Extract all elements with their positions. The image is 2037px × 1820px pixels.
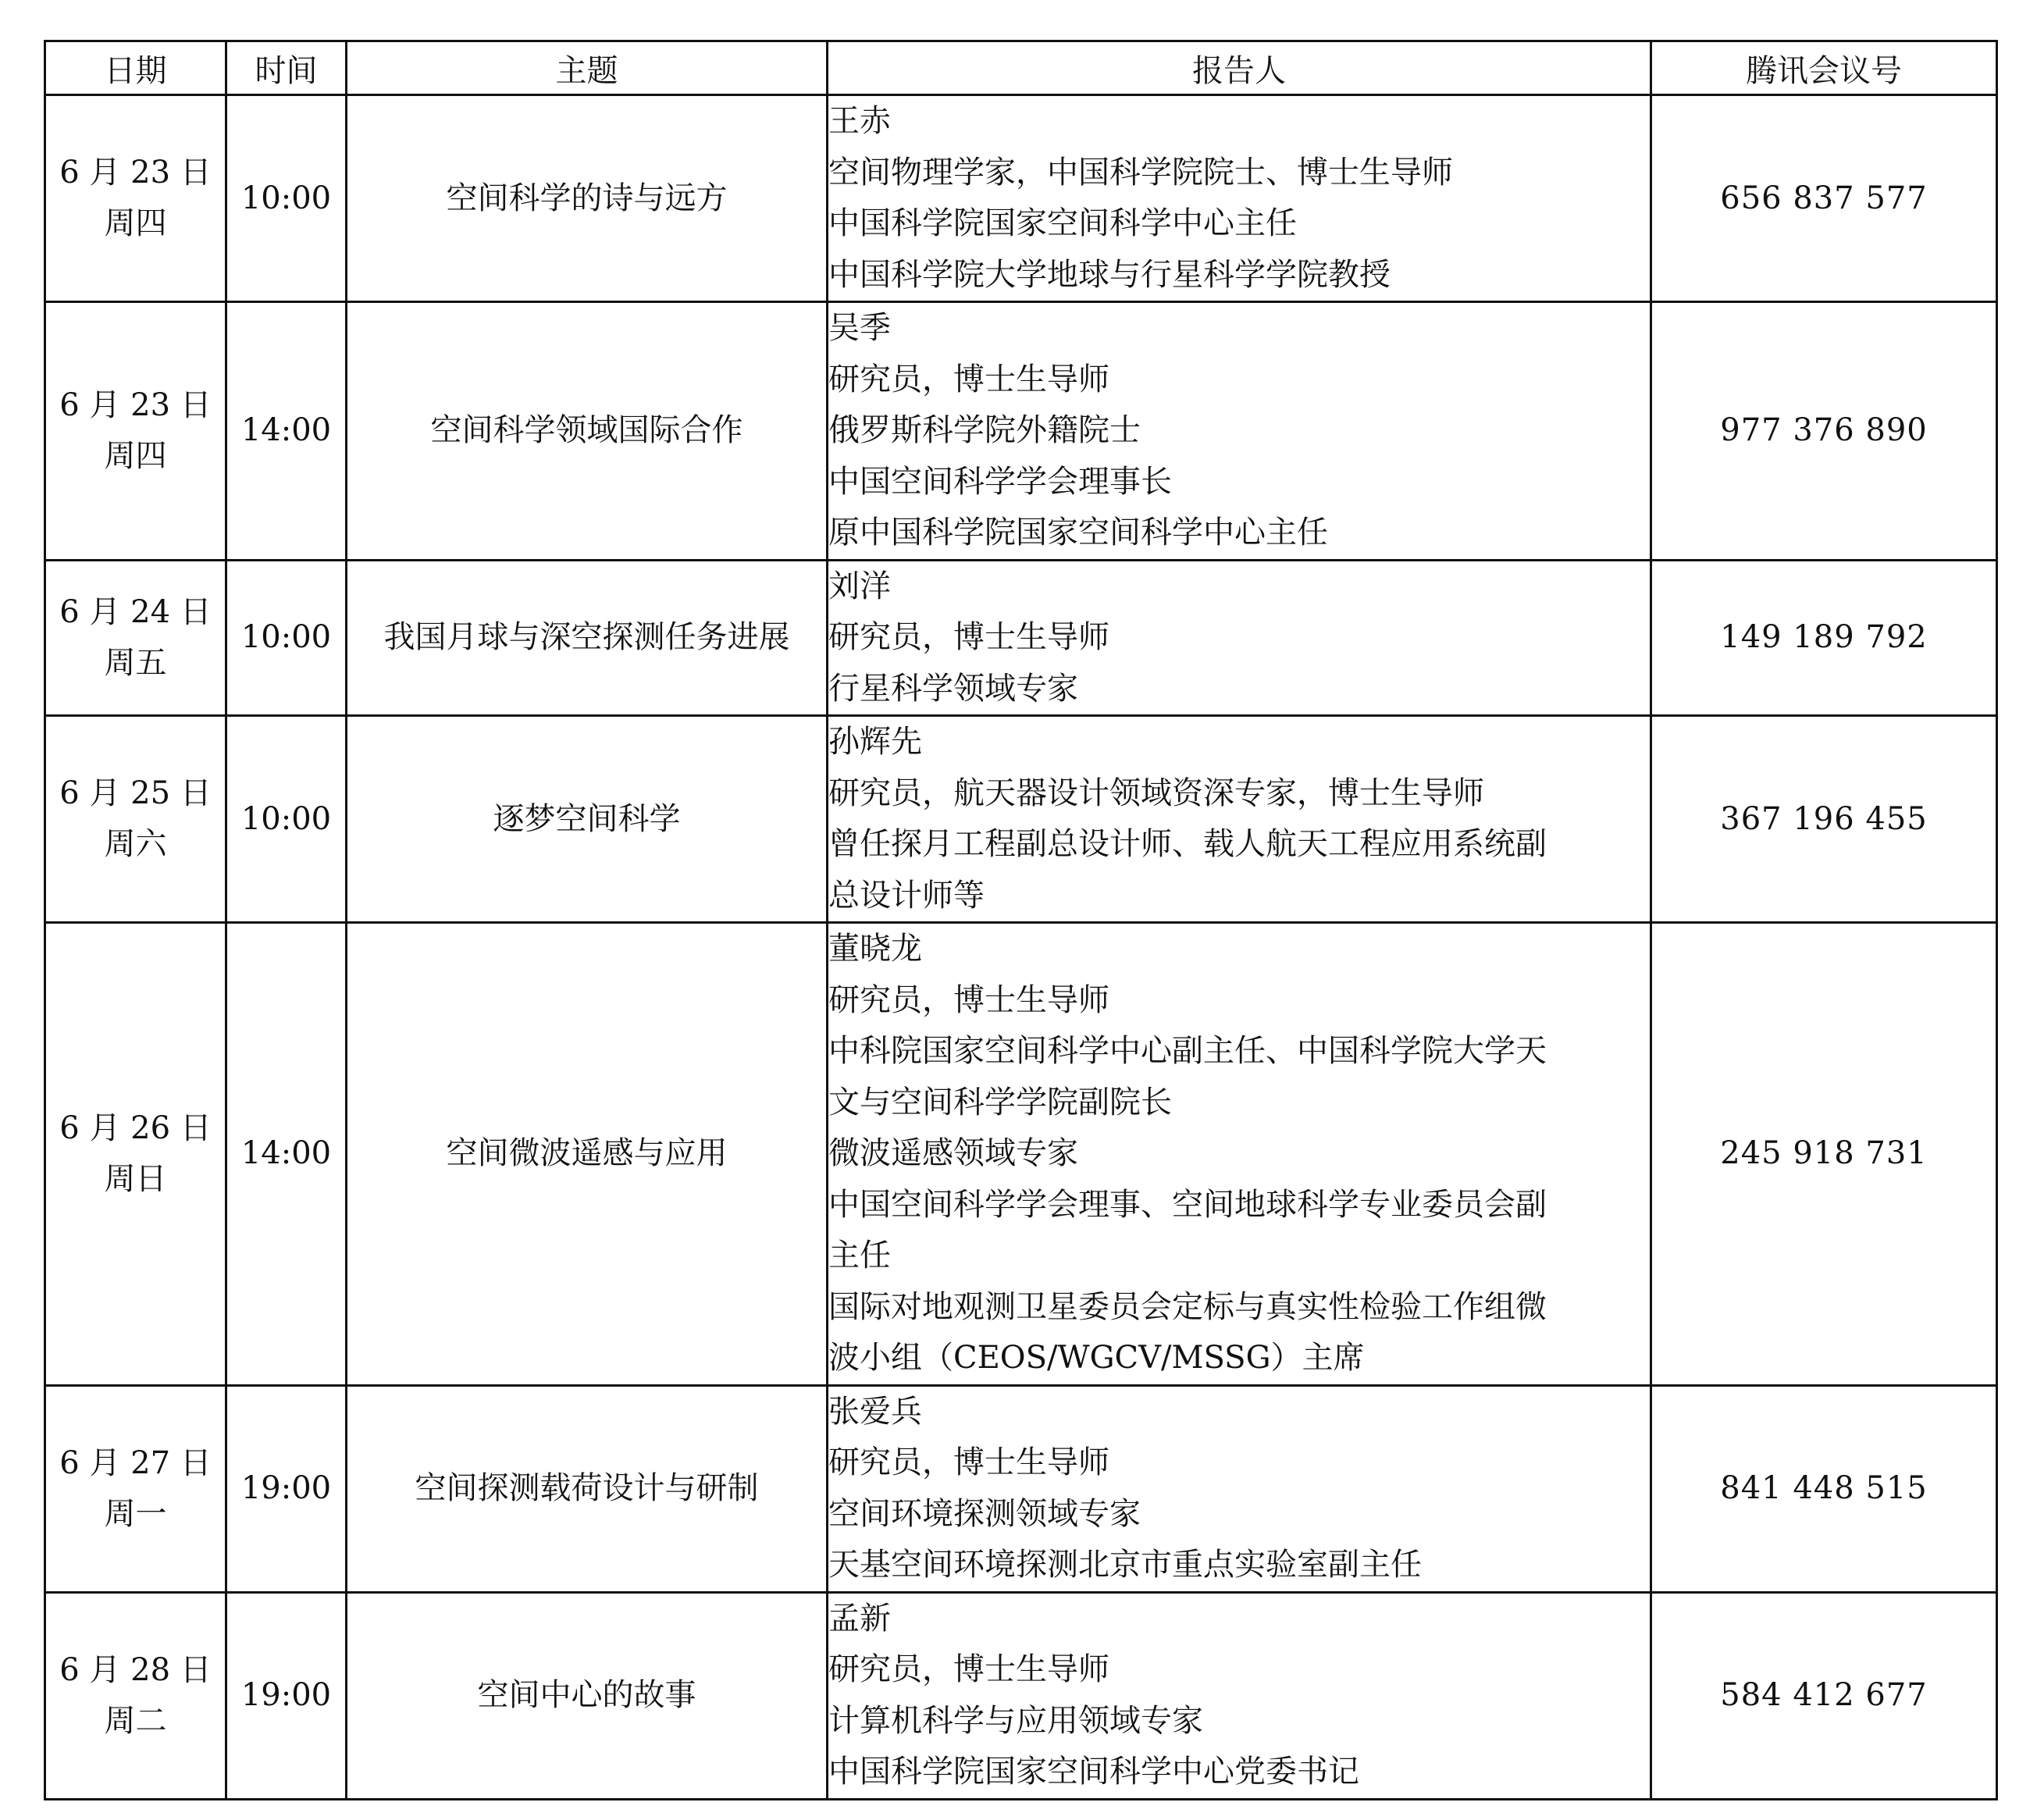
speaker-name: 吴季 [828, 310, 891, 346]
speaker-title-line: 中国科学院国家空间科学中心主任 [828, 205, 1297, 241]
topic-cell: 空间中心的故事 [347, 1592, 828, 1799]
speaker-name: 孙辉先 [828, 724, 922, 760]
date-cell [45, 1592, 226, 1799]
speaker-cell [828, 560, 1651, 716]
date-cell [45, 716, 226, 923]
speaker-title-line: 中国空间科学学会理事、空间地球科学专业委员会副 [828, 1186, 1547, 1223]
table-row [45, 95, 1997, 302]
speaker-title-line: 文与空间科学学院副院长 [828, 1084, 1172, 1120]
speaker-title-line: 曾任探月工程副总设计师、载人航天工程应用系统副 [828, 826, 1547, 862]
speaker-name: 王赤 [828, 103, 891, 139]
table-header-row [45, 41, 1997, 95]
weekday-text: 周日 [104, 1160, 167, 1197]
meeting-id-cell: 656 837 577 [1651, 95, 1997, 302]
header-speaker: 报告人 [828, 41, 1651, 95]
weekday-text: 周四 [104, 437, 167, 474]
header-date: 日期 [45, 41, 226, 95]
header-time: 时间 [226, 41, 347, 95]
date-cell [45, 923, 226, 1386]
weekday-text: 周五 [104, 644, 167, 681]
date-text: 6 月 23 日 [59, 386, 212, 423]
speaker-title-line: 原中国科学院国家空间科学中心主任 [828, 515, 1328, 550]
weekday-text: 周一 [104, 1495, 167, 1532]
speaker-name: 刘洋 [828, 568, 891, 604]
table-row [45, 302, 1997, 561]
topic-cell: 逐梦空间科学 [347, 716, 828, 923]
time-cell: 10:00 [226, 95, 347, 302]
speaker-title-line: 微波遥感领域专家 [828, 1135, 1078, 1171]
table-row [45, 923, 1997, 1386]
date-text: 6 月 24 日 [59, 593, 212, 630]
speaker-cell [828, 302, 1651, 561]
speaker-cell [828, 1385, 1651, 1592]
table-row [45, 1385, 1997, 1592]
date-cell [45, 1385, 226, 1592]
date-cell [45, 95, 226, 302]
speaker-title-line: 研究员，航天器设计领域资深专家，博士生导师 [828, 775, 1484, 811]
table-row [45, 1592, 1997, 1799]
meeting-id-cell: 149 189 792 [1651, 560, 1997, 716]
date-text: 6 月 23 日 [59, 155, 212, 191]
topic-cell: 我国月球与深空探测任务进展 [347, 560, 828, 716]
time-cell: 19:00 [226, 1592, 347, 1799]
speaker-title-line: 天基空间环境探测北京市重点实验室副主任 [828, 1547, 1422, 1583]
time-cell: 14:00 [226, 923, 347, 1386]
topic-cell: 空间科学的诗与远方 [347, 95, 828, 302]
speaker-cell [828, 716, 1651, 923]
time-cell: 19:00 [226, 1385, 347, 1592]
weekday-text: 周四 [104, 205, 167, 241]
speaker-title-line: 空间物理学家，中国科学院院士、博士生导师 [828, 154, 1453, 191]
weekday-text: 周二 [104, 1702, 167, 1739]
speaker-title-line: 中科院国家空间科学中心副主任、中国科学院大学天 [828, 1033, 1547, 1069]
speaker-title-line: 波小组（CEOS/WGCV/MSSG）主席 [828, 1340, 1365, 1376]
speaker-name: 张爱兵 [828, 1393, 922, 1430]
speaker-cell [828, 923, 1651, 1386]
speaker-title-line: 研究员，博士生导师 [828, 619, 1109, 655]
time-cell: 10:00 [226, 716, 347, 923]
date-cell [45, 560, 226, 716]
speaker-cell [828, 1592, 1651, 1799]
speaker-cell [828, 95, 1651, 302]
table-row [45, 716, 1997, 923]
speaker-title-line: 中国空间科学学会理事长 [828, 463, 1172, 500]
speaker-title-line: 研究员，博士生导师 [828, 1444, 1109, 1480]
speaker-title-line: 研究员，博士生导师 [828, 981, 1109, 1018]
speaker-title-line: 空间环境探测领域专家 [828, 1495, 1141, 1532]
speaker-title-line: 中国科学院大学地球与行星科学学院教授 [828, 256, 1391, 293]
speaker-title-line: 主任 [828, 1238, 891, 1273]
date-cell [45, 302, 226, 561]
date-text: 6 月 26 日 [59, 1109, 212, 1146]
topic-cell: 空间科学领域国际合作 [347, 302, 828, 561]
table-row [45, 560, 1997, 716]
speaker-name: 董晓龙 [828, 931, 922, 967]
speaker-name: 孟新 [828, 1600, 891, 1637]
speaker-title-line: 研究员，博士生导师 [828, 1651, 1109, 1687]
topic-cell: 空间微波遥感与应用 [347, 923, 828, 1386]
topic-cell: 空间探测载荷设计与研制 [347, 1385, 828, 1592]
speaker-title-line: 研究员，博士生导师 [828, 361, 1109, 397]
weekday-text: 周六 [104, 826, 167, 862]
meeting-id-cell: 245 918 731 [1651, 923, 1997, 1386]
date-text: 6 月 27 日 [59, 1444, 212, 1481]
time-cell: 14:00 [226, 302, 347, 561]
speaker-title-line: 行星科学领域专家 [828, 670, 1078, 707]
meeting-id-cell: 977 376 890 [1651, 302, 1997, 561]
speaker-title-line: 中国科学院国家空间科学中心党委书记 [828, 1754, 1359, 1790]
table-body [45, 95, 1997, 1800]
time-cell: 10:00 [226, 560, 347, 716]
date-text: 6 月 28 日 [59, 1651, 212, 1688]
meeting-id-cell: 367 196 455 [1651, 716, 1997, 923]
date-text: 6 月 25 日 [59, 775, 212, 811]
speaker-title-line: 俄罗斯科学院外籍院士 [828, 412, 1141, 448]
speaker-title-line: 总设计师等 [828, 877, 985, 914]
speaker-title-line: 国际对地观测卫星委员会定标与真实性检验工作组微 [828, 1288, 1547, 1325]
meeting-id-cell: 584 412 677 [1651, 1592, 1997, 1799]
speaker-title-line: 计算机科学与应用领域专家 [828, 1702, 1203, 1739]
header-meeting-id: 腾讯会议号 [1651, 41, 1997, 95]
schedule-table [44, 40, 1998, 1800]
header-topic: 主题 [347, 41, 828, 95]
meeting-id-cell: 841 448 515 [1651, 1385, 1997, 1592]
